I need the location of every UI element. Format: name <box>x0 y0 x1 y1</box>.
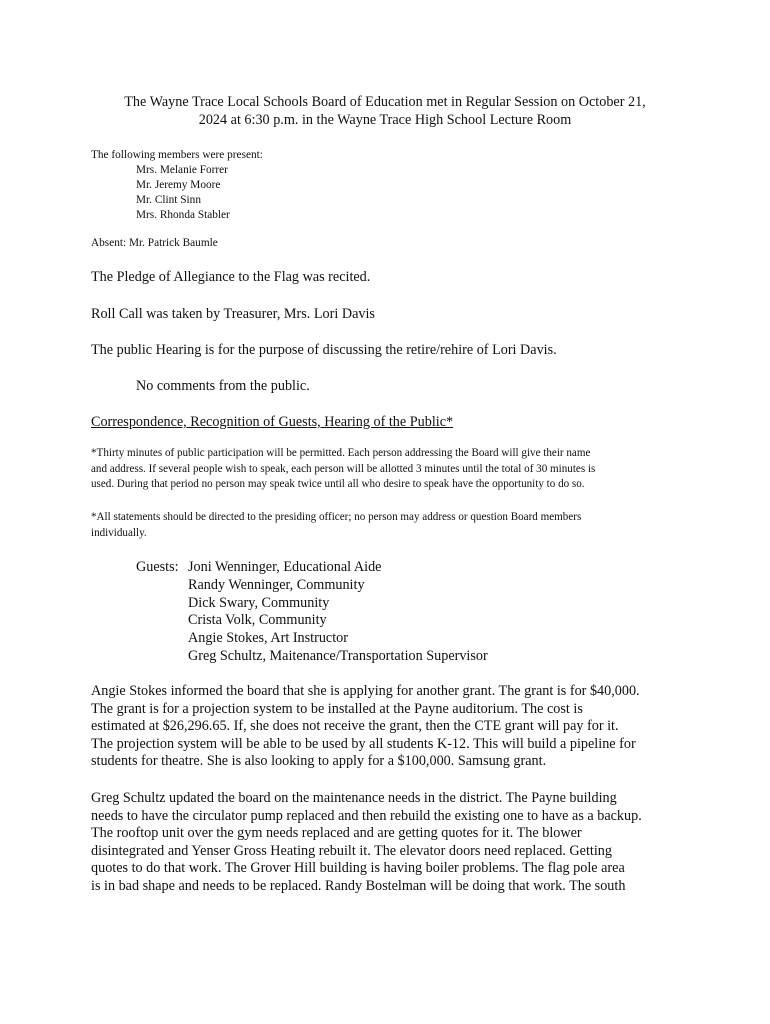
participation-note-line-2: and address. If several people wish to speak, each person will be allotted 3 minutes until the total of 30 minutes is <box>91 462 596 475</box>
present-label: The following members were present: <box>91 149 263 161</box>
guests-label: Guests: <box>136 559 179 575</box>
participation-note-line-3: used. During that period no person may speak twice until all who desire to speak have the opportunity to do so. <box>91 478 585 490</box>
stokes-line-3: estimated at $26,296.65. If, she does not receive the grant, then the CTE grant will pay for it. <box>91 718 619 735</box>
participation-note <box>91 446 691 493</box>
schultz-line-6: is in bad shape and needs to be replaced. Randy Bostelman will be doing that work. The south <box>91 877 626 894</box>
absent-line: Absent: Mr. Patrick Baumle <box>91 237 218 249</box>
roll-call-line: Roll Call was taken by Treasurer, Mrs. Lori Davis <box>91 306 375 322</box>
meeting-title-line-1: The Wayne Trace Local Schools Board of Education met in Regular Session on October 21, <box>124 94 646 110</box>
guest-5: Angie Stokes, Art Instructor <box>188 630 348 646</box>
schultz-line-4: disintegrated and Yenser Gross Heating rebuilt it. The elevator doors need replaced. Getting <box>91 842 612 859</box>
section-heading: Correspondence, Recognition of Guests, Hearing of the Public* <box>91 414 454 430</box>
pledge-line: The Pledge of Allegiance to the Flag was recited. <box>91 269 371 285</box>
schultz-paragraph <box>91 790 691 896</box>
meeting-title <box>80 93 690 129</box>
member-2: Mr. Jeremy Moore <box>136 179 221 191</box>
stokes-paragraph <box>91 683 691 771</box>
participation-note-line-1: *Thirty minutes of public participation will be permitted. Each person addressing the Board will give their name <box>91 447 591 459</box>
meeting-title-line-2: 2024 at 6:30 p.m. in the Wayne Trace High School Lecture Room <box>198 112 572 128</box>
hearing-line: The public Hearing is for the purpose of discussing the retire/rehire of Lori Davis. <box>91 342 557 358</box>
guest-2: Randy Wenninger, Community <box>188 577 365 593</box>
guest-1: Joni Wenninger, Educational Aide <box>188 559 382 575</box>
guest-4: Crista Volk, Community <box>188 612 327 628</box>
member-4: Mrs. Rhonda Stabler <box>136 209 230 221</box>
stokes-line-1: Angie Stokes informed the board that she is applying for another grant. The grant is for $40,000. <box>91 683 640 699</box>
statements-note <box>91 510 691 541</box>
member-1: Mrs. Melanie Forrer <box>136 164 228 176</box>
statements-note-line-2: individually. <box>91 526 147 539</box>
stokes-line-4: The projection system will be able to be used by all students K-12. This will build a pipeline for <box>91 735 636 752</box>
schultz-line-5: quotes to do that work. The Grover Hill building is having boiler problems. The flag pole area <box>91 860 625 877</box>
guest-3: Dick Swary, Community <box>188 595 330 611</box>
schultz-line-1: Greg Schultz updated the board on the maintenance needs in the district. The Payne building <box>91 790 617 806</box>
stokes-line-5: students for theatre. She is also looking to apply for a $100,000. Samsung grant. <box>91 753 547 770</box>
no-comments-line: No comments from the public. <box>136 378 310 394</box>
member-3: Mr. Clint Sinn <box>136 194 201 206</box>
schultz-line-3: The rooftop unit over the gym needs replaced and are getting quotes for it. The blower <box>91 825 582 842</box>
guest-6: Greg Schultz, Maitenance/Transportation Supervisor <box>188 648 488 664</box>
statements-note-line-1: *All statements should be directed to the presiding officer; no person may address or question Board members <box>91 511 582 523</box>
stokes-line-2: The grant is for a projection system to be installed at the Payne auditorium. The cost is <box>91 700 583 717</box>
schultz-line-2: needs to have the circulator pump replaced and then rebuild the existing one to have as a backup. <box>91 807 642 824</box>
